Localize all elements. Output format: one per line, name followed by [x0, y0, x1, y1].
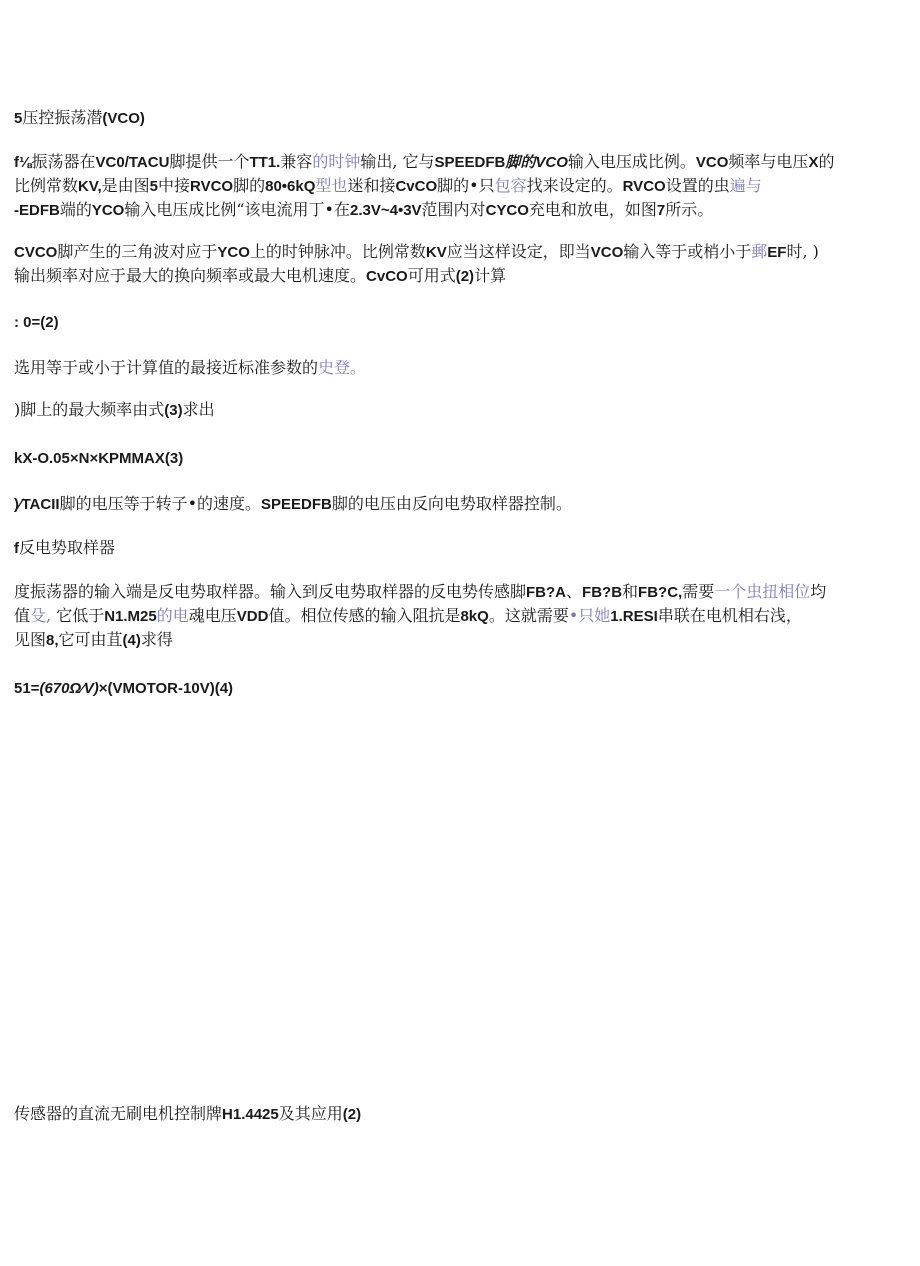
- text-run: 充电和放电，如图: [528, 200, 657, 219]
- text-run: VDD: [236, 608, 269, 625]
- text-run: KV: [425, 244, 447, 261]
- text-run: 遍与: [729, 176, 762, 195]
- text-run: 计算: [474, 266, 507, 285]
- text-run: 可用式: [407, 266, 456, 285]
- text-run: 值: [14, 606, 31, 625]
- text-run: •只她: [568, 606, 611, 625]
- text-run: 它低于: [51, 606, 105, 625]
- text-run: 设置的虫: [665, 176, 730, 195]
- text-run: 迷和接: [347, 176, 396, 195]
- text-run: 。这就需要: [488, 606, 569, 625]
- text-run: (2): [342, 1106, 362, 1123]
- text-run: 选用等于或小于计算值的最接近标准参数的: [14, 358, 319, 377]
- text-run: YCO: [91, 202, 125, 219]
- text-line-5: [14, 242, 819, 263]
- text-run: FB?A: [526, 584, 567, 601]
- text-run: 2.3V~4•3V: [349, 202, 422, 219]
- text-run: KV,: [78, 178, 102, 195]
- text-run: kX-O.05×N×KPMMAX(3): [14, 450, 184, 467]
- text-run: 脚的电压由反向电势取样器控制。: [331, 494, 572, 513]
- text-line-9: [14, 400, 215, 421]
- text-line-8: [14, 358, 366, 378]
- text-run: 值。相位传感的输入阻抗是: [268, 606, 461, 625]
- text-line-1: [14, 108, 145, 129]
- text-run: 史登。: [318, 358, 367, 377]
- text-run: FB?B: [582, 584, 623, 601]
- text-run: 比例常数: [14, 176, 79, 195]
- text-run: 传感器的直流无刷电机控制牌: [14, 1104, 223, 1123]
- text-line-6: [14, 266, 506, 287]
- text-run: 脚的电压等于转子•的速度。: [59, 494, 262, 513]
- text-run: TT1.: [249, 154, 281, 171]
- text-run: : 0=(2): [14, 314, 59, 331]
- text-line-13: [14, 582, 826, 603]
- text-run: 殳,: [30, 606, 52, 625]
- text-run: 度振荡器的输入端是反电势取样器。输入到反电势取样器的反电势传感脚: [14, 582, 527, 601]
- text-run: 串联在电机相右浅，: [657, 606, 802, 625]
- text-run: 振荡器在: [31, 152, 96, 171]
- text-run: 8,: [46, 632, 59, 649]
- text-line-7: [14, 312, 59, 333]
- text-line-2: [14, 152, 834, 173]
- text-run: 魂电压: [188, 606, 237, 625]
- text-run: 郵: [751, 242, 768, 261]
- text-run: CYCO: [485, 202, 529, 219]
- text-run: X: [808, 154, 819, 171]
- text-run: 频率与电压: [728, 152, 809, 171]
- text-run: 脚的•只: [437, 176, 495, 195]
- text-run: 8kQ: [460, 608, 489, 625]
- text-run: CvCO: [395, 178, 438, 195]
- text-run: -EDFB: [14, 202, 60, 219]
- text-run: VCO: [590, 244, 624, 261]
- text-run: 见图: [14, 630, 47, 649]
- text-run: ×(VMOTOR-10V)(4): [98, 680, 234, 697]
- text-run: 的时钟: [312, 152, 361, 171]
- text-run: (4): [122, 632, 141, 649]
- text-run: 5: [14, 110, 23, 127]
- text-run: 找来设定的。: [526, 176, 623, 195]
- text-line-12: [14, 538, 115, 559]
- text-run: SPEEDFB: [434, 154, 506, 171]
- text-run: 反电势取样器: [19, 538, 116, 557]
- text-run: f⅛: [14, 154, 32, 171]
- text-run: RVCO: [622, 178, 666, 195]
- text-line-3: [14, 176, 762, 197]
- text-line-4: [14, 200, 713, 221]
- text-run: CvCO: [366, 268, 408, 285]
- text-run: 应当这样设定，即当: [446, 242, 591, 261]
- text-run: 包容: [494, 176, 527, 195]
- text-run: CVCO: [14, 244, 58, 261]
- text-run: 的电: [156, 606, 189, 625]
- text-run: 脚的VCO: [505, 154, 568, 171]
- text-run: ): [14, 400, 21, 419]
- text-run: EF: [767, 244, 787, 261]
- text-run: 7: [656, 202, 666, 219]
- text-run: 输入电压成比例“该电流用丁•在: [124, 200, 350, 219]
- text-run: N1.M25: [104, 608, 157, 625]
- text-run: 80•6kQ: [265, 178, 316, 195]
- text-run: 范围内对: [421, 200, 486, 219]
- text-run: 1.RESI: [610, 608, 658, 625]
- text-run: 是由图: [101, 176, 150, 195]
- text-run: 兼容: [280, 152, 313, 171]
- text-run: 均: [810, 582, 827, 601]
- text-run: 51=: [14, 680, 40, 697]
- text-line-16: [14, 678, 233, 699]
- text-run: 输入电压成比例。: [567, 152, 696, 171]
- text-run: YCO: [217, 244, 250, 261]
- text-run: FB?C,: [638, 584, 683, 601]
- text-run: VC0/TACU: [95, 154, 170, 171]
- text-run: 中接: [158, 176, 191, 195]
- text-run: 脚的: [233, 176, 266, 195]
- text-run: VCO: [695, 154, 729, 171]
- text-run: 5: [149, 178, 159, 195]
- text-run: 脚上的最大频率由式: [20, 400, 165, 419]
- text-run: 所示。: [665, 200, 714, 219]
- text-run: f: [14, 540, 19, 557]
- text-run: (2): [455, 268, 475, 285]
- text-run: 脚产生的三角波对应于: [57, 242, 218, 261]
- text-run: 一个虫扭相位: [714, 582, 811, 601]
- text-run: 求出: [182, 400, 215, 419]
- text-run: 输出频率对应于最大的换向频率或最大电机速度。: [14, 266, 367, 285]
- text-run: (670Ω∕V): [39, 680, 99, 697]
- text-run: 和: [622, 582, 639, 601]
- text-run: SPEEDFB: [261, 496, 332, 513]
- text-run: 及其应用: [278, 1104, 343, 1123]
- text-run: 它可由苴: [58, 630, 123, 649]
- text-run: 的: [818, 152, 835, 171]
- text-run: 脚提供一个: [169, 152, 250, 171]
- text-run: 上的时钟脉冲。比例常数: [249, 242, 426, 261]
- text-run: 需要: [682, 582, 715, 601]
- text-line-14: [14, 606, 802, 627]
- text-run: )∕TACII: [14, 496, 60, 513]
- text-run: 输出, 它与: [360, 152, 435, 171]
- text-run: (VCO): [102, 110, 145, 127]
- text-run: 输入等于或梢小于: [623, 242, 752, 261]
- text-run: 、: [566, 582, 583, 601]
- text-line-10: [14, 448, 183, 469]
- text-run: 求得: [140, 630, 173, 649]
- text-line-11: [14, 494, 572, 515]
- text-run: H1.4425: [222, 1106, 279, 1123]
- text-line-17: [14, 1104, 361, 1125]
- text-run: 压控振荡潜: [22, 108, 103, 127]
- text-run: (3): [164, 402, 183, 419]
- text-run: 型也: [315, 176, 348, 195]
- text-run: RVCO: [190, 178, 234, 195]
- text-line-15: [14, 630, 173, 651]
- text-run: 时, ): [786, 242, 819, 261]
- text-run: 端的: [59, 200, 92, 219]
